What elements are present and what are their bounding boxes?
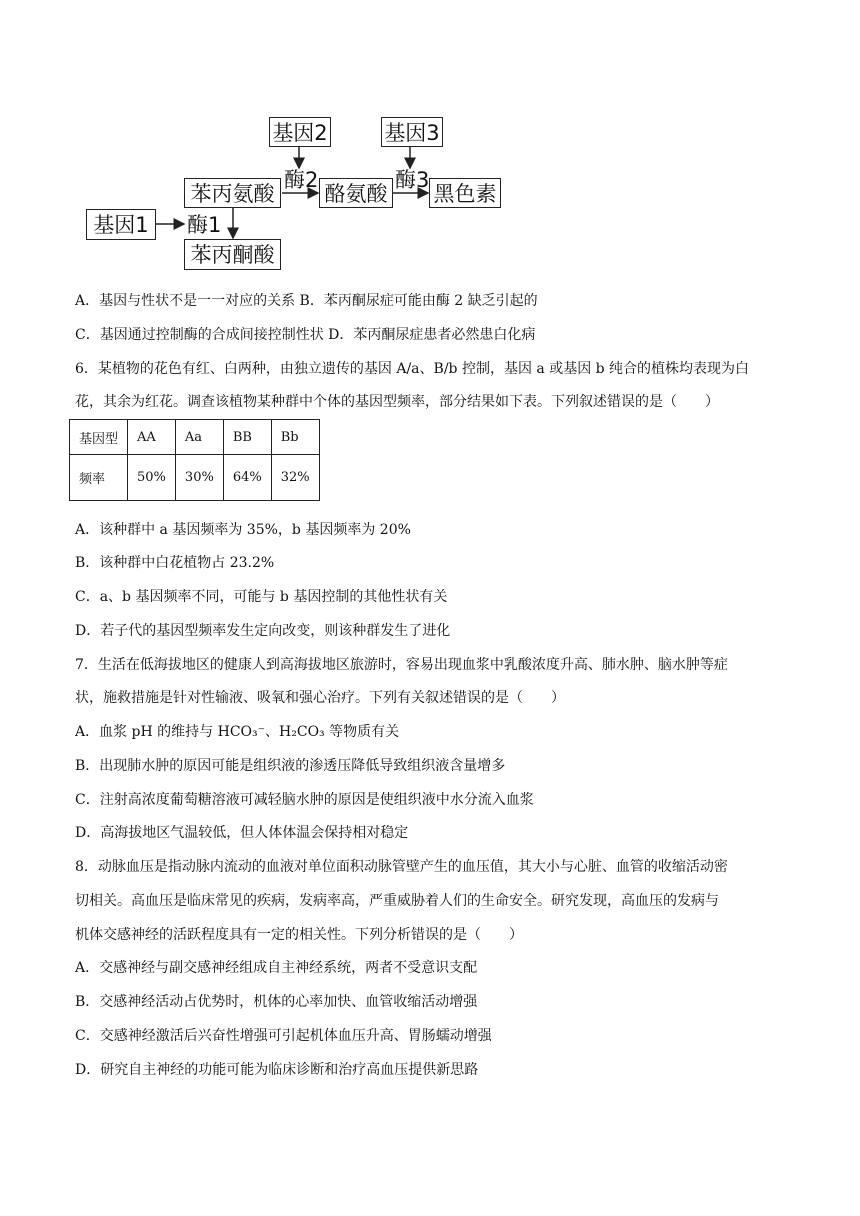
gene2-box: 基因2 (269, 117, 331, 147)
table-cell: 频率 (70, 455, 128, 501)
q8-option-c: C．交感神经激活后兴奋性增强可引起机体血压升高、胃肠蠕动增强 (75, 1028, 492, 1044)
q7-option-b: B．出现肺水肿的原因可能是组织液的渗透压降低导致组织液含量增多 (75, 758, 506, 774)
q5-options-line1: A．基因与性状不是一一对应的关系 B．苯丙酮尿症可能由酶 2 缺乏引起的 (75, 293, 538, 309)
q7-stem-line1: 7．生活在低海拔地区的健康人到高海拔地区旅游时，容易出现血浆中乳酸浓度升高、肺水肿、脑水肿等症 (75, 657, 728, 673)
q6-option-a: A．该种群中 a 基因频率为 35%，b 基因频率为 20% (75, 522, 411, 538)
table-cell: Aa (175, 420, 223, 455)
enzyme2-label: 酶2 (284, 168, 319, 192)
q8-option-b: B．交感神经活动占优势时，机体的心率加快、血管收缩活动增强 (75, 994, 478, 1010)
table-cell: Bb (271, 420, 319, 455)
melanin-box: 黑色素 (429, 178, 501, 208)
q8-stem-line2: 切相关。高血压是临床常见的疾病，发病率高，严重威胁着人们的生命安全。研究发现，高血压的发病与 (75, 893, 719, 909)
q8-option-d: D．研究自主神经的功能可能为临床诊断和治疗高血压提供新思路 (75, 1062, 479, 1078)
q6-stem-line1: 6．某植物的花色有红、白两种，由独立遗传的基因 A/a、B/b 控制，基因 a 或基因 b 纯合的植株均表现为白 (75, 361, 750, 377)
q8-option-a: A．交感神经与副交感神经组成自主神经系统，两者不受意识支配 (75, 960, 478, 976)
q7-option-c: C．注射高浓度葡萄糖溶液可减轻脑水肿的原因是使组织液中水分流入血浆 (75, 792, 534, 808)
enzyme3-label: 酶3 (395, 168, 430, 192)
phenylpyruvate-box: 苯丙酮酸 (184, 239, 281, 270)
q8-stem-line1: 8．动脉血压是指动脉内流动的血液对单位面积动脉管壁产生的血压值，其大小与心脏、血管的收缩活动密 (75, 859, 728, 875)
q7-stem-line2: 状，施救措施是针对性输液、吸氧和强心治疗。下列有关叙述错误的是（ ） (75, 690, 565, 706)
q6-option-b: B．该种群中白花植物占 23.2% (75, 555, 275, 571)
enzyme1-label: 酶1 (187, 213, 222, 237)
gene3-box: 基因3 (381, 117, 443, 147)
table-cell: 30% (175, 455, 223, 501)
tyrosine-box: 酪氨酸 (319, 178, 393, 208)
q7-option-d: D．高海拔地区气温较低，但人体体温会保持相对稳定 (75, 825, 409, 841)
table-cell: 50% (128, 455, 176, 501)
q6-stem-line2: 花，其余为红花。调查该植物某种群中个体的基因型频率，部分结果如下表。下列叙述错误的是（ ） (75, 394, 719, 410)
q6-option-c: C．a、b 基因频率不同，可能与 b 基因控制的其他性状有关 (75, 589, 448, 605)
phenylalanine-box: 苯丙氨酸 (184, 178, 281, 208)
table-cell: 32% (271, 455, 319, 501)
table-cell: AA (128, 420, 176, 455)
q5-options-line2: C．基因通过控制酶的合成间接控制性状 D．苯丙酮尿症患者必然患白化病 (75, 327, 536, 343)
genotype-frequency-table (69, 419, 320, 501)
q7-option-a: A．血浆 pH 的维持与 HCO₃⁻、H₂CO₃ 等物质有关 (75, 724, 400, 740)
table-header-row (70, 420, 320, 455)
gene1-box: 基因1 (86, 209, 156, 240)
q8-stem-line3: 机体交感神经的活跃程度具有一定的相关性。下列分析错误的是（ ） (75, 927, 523, 943)
table-row (70, 455, 320, 501)
table-cell: 基因型 (70, 420, 128, 455)
table-cell: 64% (223, 455, 271, 501)
q6-option-d: D．若子代的基因型频率发生定向改变，则该种群发生了进化 (75, 623, 451, 639)
table-cell: BB (223, 420, 271, 455)
